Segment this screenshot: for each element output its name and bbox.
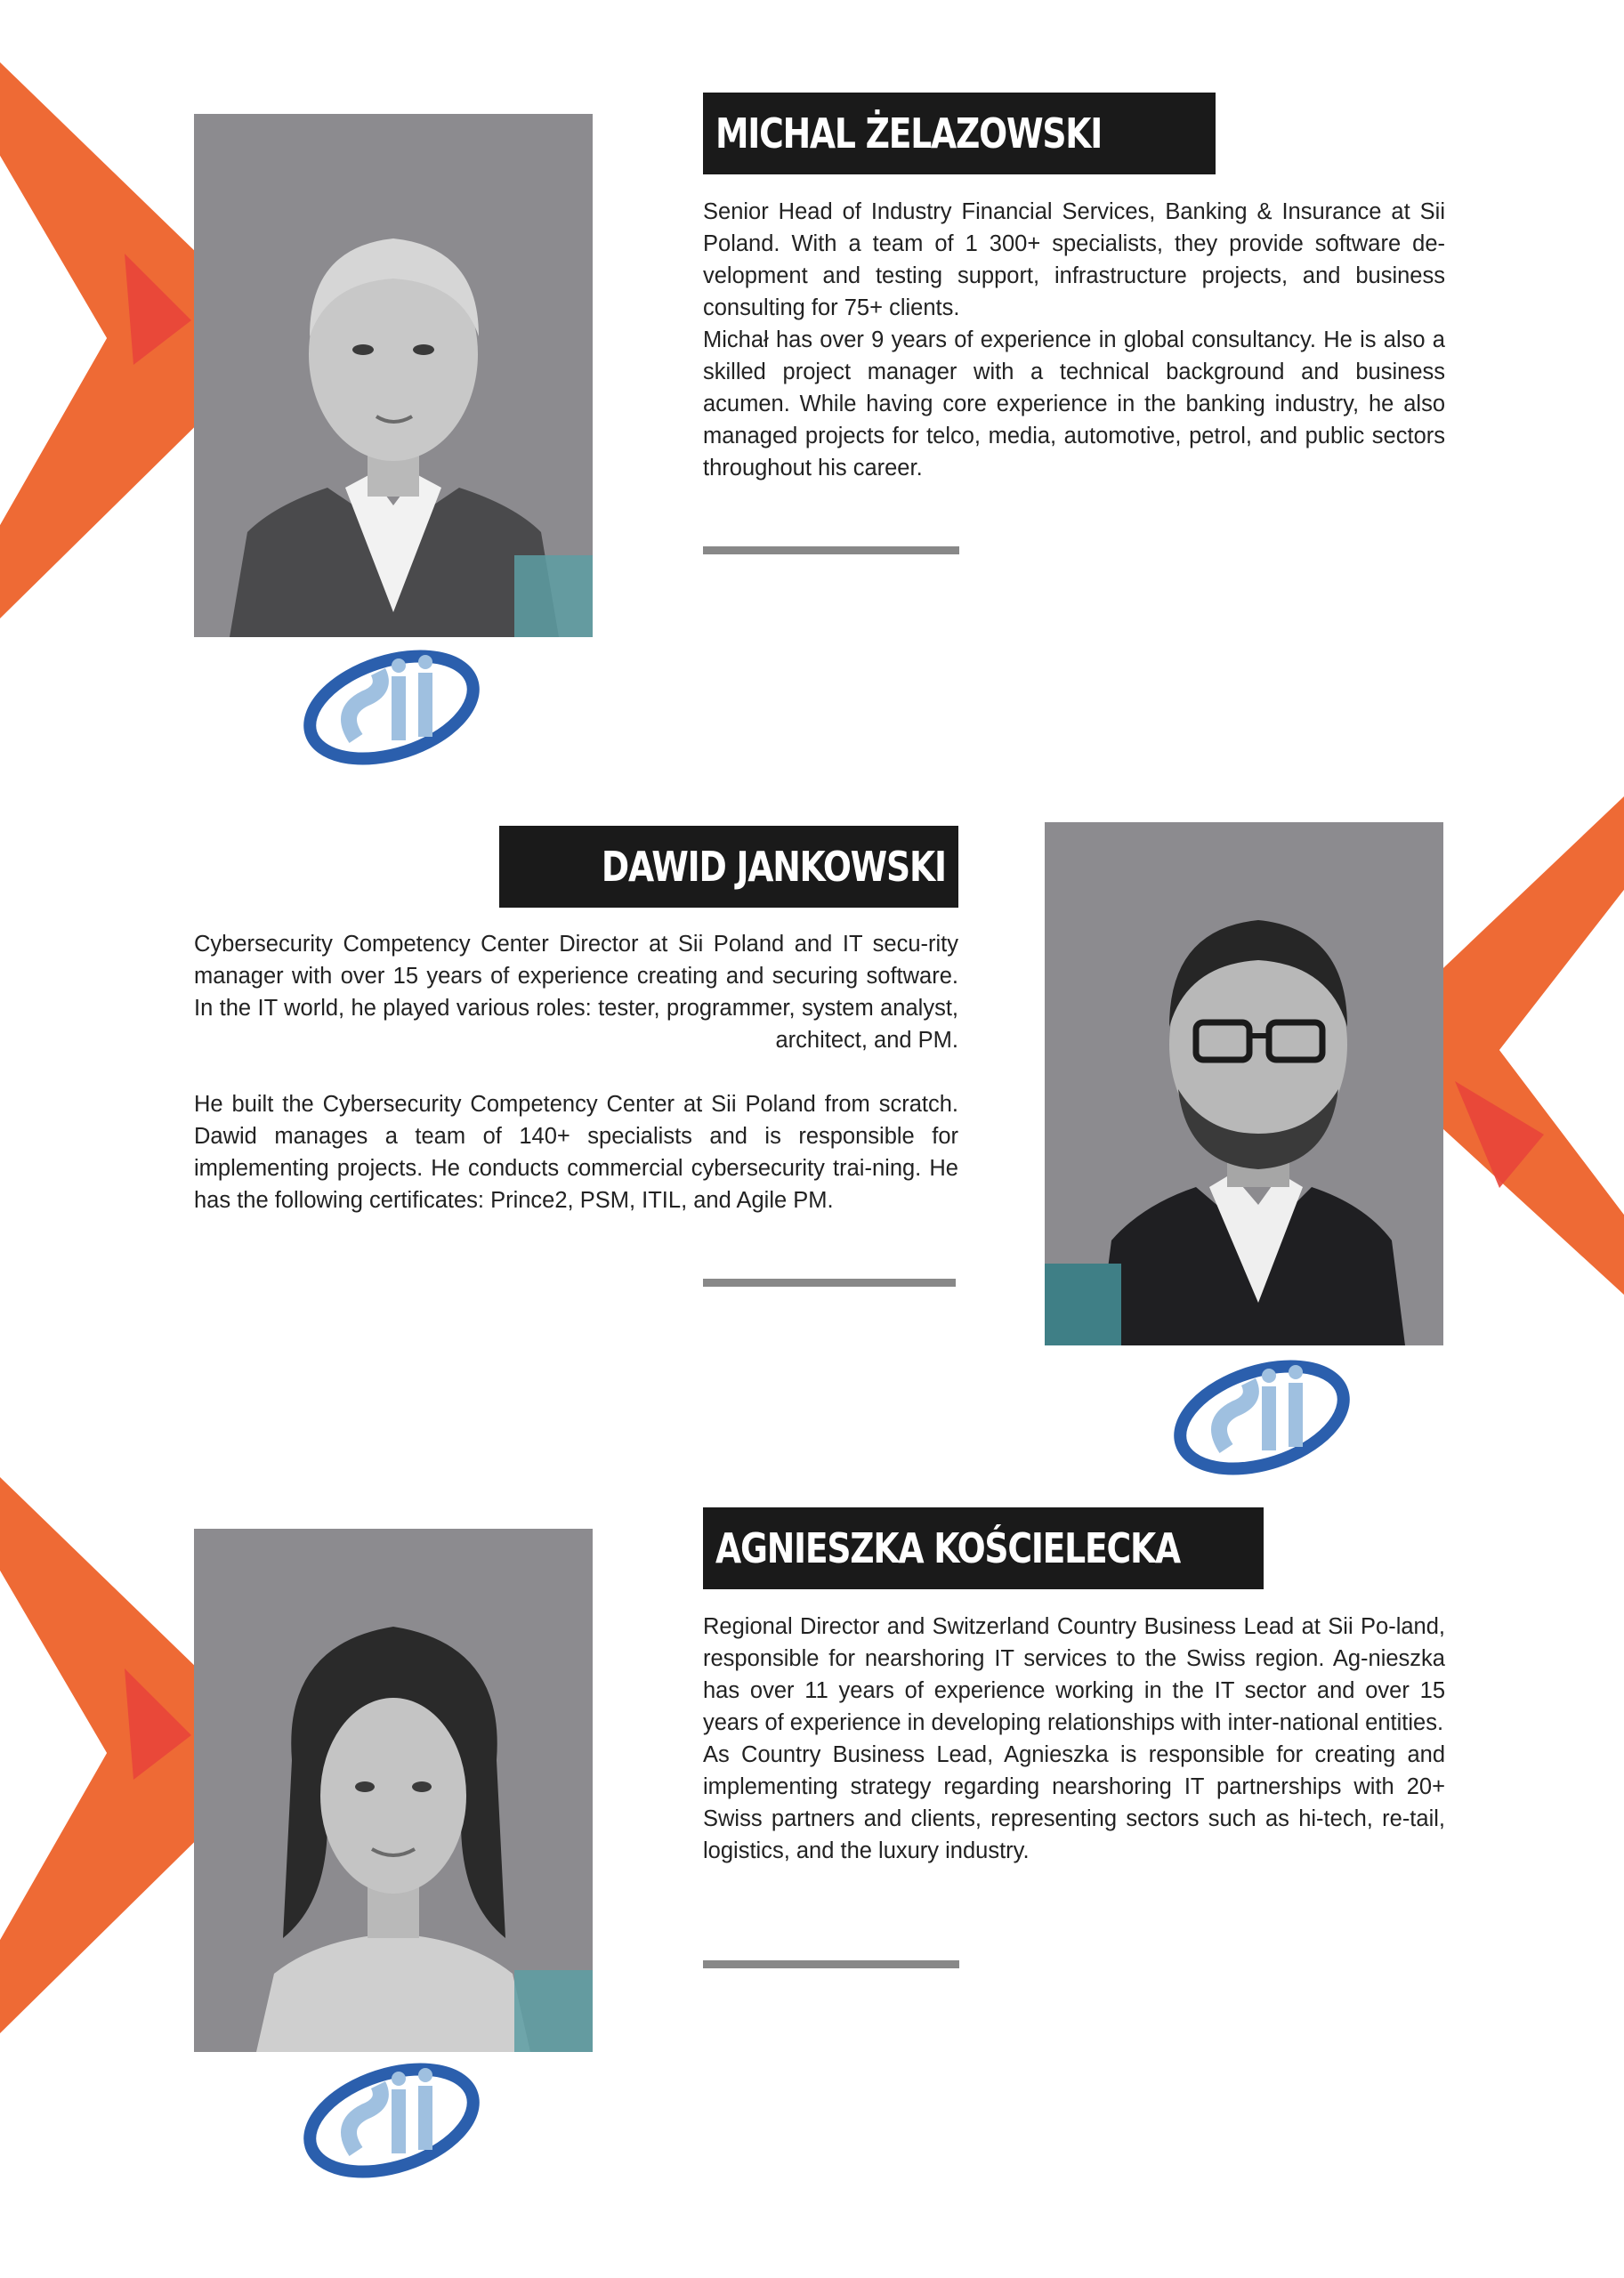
sii-logo-icon: [303, 650, 481, 765]
bio-paragraph: Michał has over 9 years of experience in global consultancy. He is also a skilled project manager with a technical background and business acumen. While having core experience in the banking industry, he also managed projects for telco, media, automotive, petrol, and public sectors throughout his career.: [703, 327, 1445, 481]
bio-paragraph: As Country Business Lead, Agnieszka is responsible for creating and implementing strategy regarding nearshoring IT partnerships with 20+ Swiss partners and clients, representing sectors such as hi-tech, re-tail, logistics, and the luxury industry.: [703, 1742, 1445, 1863]
profile-photo-agnieszka: [194, 1529, 593, 2052]
bio-paragraph: Cybersecurity Competency Center Director at Sii Poland and IT secu-rity manager with over 15 years of experience creating and securing software. In the IT world, he played various roles: tester, programmer, system analyst, architect, and PM.: [194, 932, 958, 1053]
bio-paragraph: Senior Head of Industry Financial Services, Banking & Insurance at Sii Poland. With a team of 1 300+ specialists, they provide software de-velopment and testing support, infrastructure projects, and business consulting for 75+ clients.: [703, 199, 1445, 320]
profile-name-text: MICHAL ŻELAZOWSKI: [715, 109, 1103, 158]
profile-bio-dawid: [194, 928, 958, 1216]
profile-bio-michal: [703, 196, 1445, 484]
profile-name-dawid: [499, 826, 958, 908]
profile-photo-michal: [194, 114, 593, 637]
sii-logo-icon: [303, 2063, 481, 2178]
sii-logo-icon: [1173, 1360, 1351, 1475]
profile-name-text: DAWID JANKOWSKI: [602, 843, 946, 891]
teal-square-accent: [514, 1970, 593, 2052]
bio-paragraph: Regional Director and Switzerland Country Business Lead at Sii Po-land, responsible for nearshoring IT services to the Swiss region. Ag-nieszka has over 11 years of experience working in the IT sector and over 15 years of experience in developing relationships with inter-national entities.: [703, 1614, 1445, 1735]
teal-square-accent: [1045, 1264, 1121, 1345]
divider-rule: [703, 1960, 959, 1968]
divider-rule: [703, 546, 959, 554]
divider-rule: [703, 1279, 956, 1287]
profile-name-michal: [703, 93, 1216, 174]
profile-name-text: AGNIESZKA KOŚCIELECKA: [715, 1524, 1180, 1572]
profile-photo-dawid: [1045, 822, 1443, 1345]
teal-square-accent: [514, 555, 593, 637]
profile-name-agnieszka: [703, 1507, 1264, 1589]
profile-bio-agnieszka: [703, 1611, 1445, 1867]
bio-paragraph: He built the Cybersecurity Competency Center at Sii Poland from scratch. Dawid manages a team of 140+ specialists and is responsible for implementing projects. He conducts commercial cybersecurity trai-ning. He has the following certificates: Prince2, PSM, ITIL, and Agile PM.: [194, 1092, 958, 1213]
